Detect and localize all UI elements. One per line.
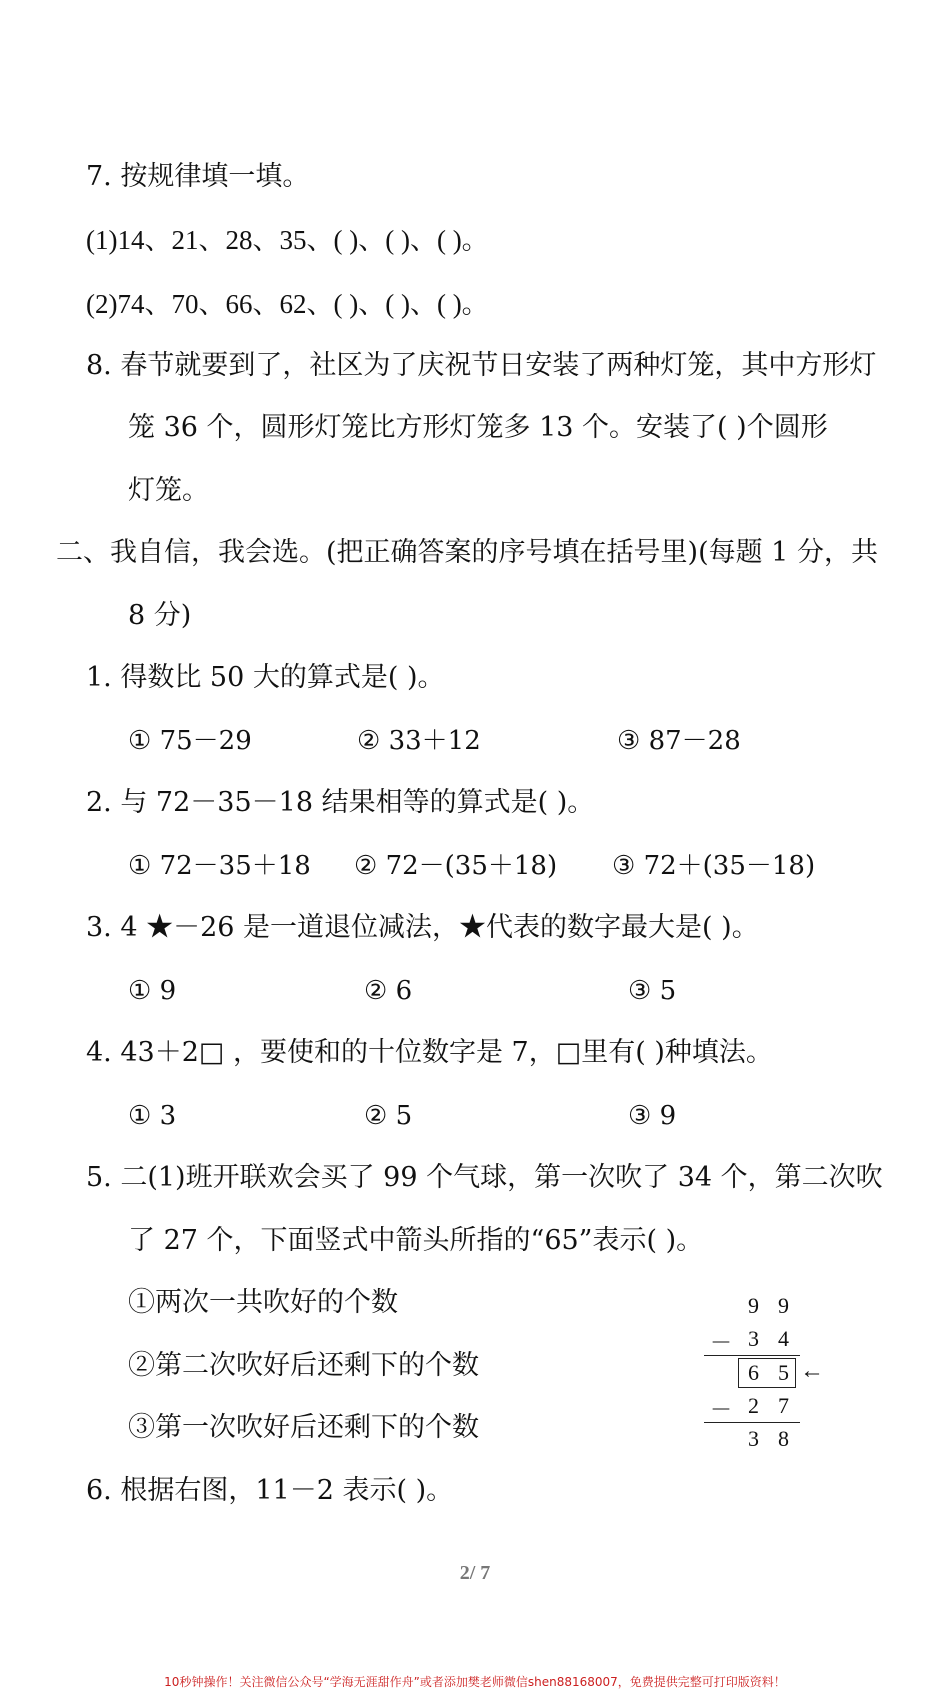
q7-line-2: (2)74、70、66、62、( )、( )、( )。 — [86, 289, 489, 319]
q8-line-3: 灯笼。 — [128, 475, 209, 506]
c5-option-1: ①两次一共吹好的个数 — [128, 1287, 398, 1318]
calc-digit: 3 — [748, 1426, 759, 1451]
calc-digit: 2 — [748, 1393, 759, 1418]
calc-digit: 9 — [748, 1293, 759, 1318]
minus-sign: － — [710, 1397, 733, 1422]
c3-stem: 3. 4 ★－26 是一道退位减法，★代表的数字最大是( )。 — [86, 912, 759, 943]
section-2-line-2: 8 分) — [128, 600, 192, 631]
calc-rule — [704, 1422, 800, 1423]
calc-digit: 4 — [778, 1326, 789, 1351]
c1-option-1: ① 75－29 — [128, 726, 252, 756]
minus-sign: － — [710, 1330, 733, 1355]
c4-option-3: ③ 9 — [628, 1101, 677, 1131]
c4-stem: 4. 43＋2□ ，要使和的十位数字是 7，□里有( )种填法。 — [86, 1037, 773, 1068]
page-number: 2/ 7 — [459, 1562, 491, 1584]
c6-stem: 6. 根据右图，11－2 表示( )。 — [86, 1475, 454, 1506]
calc-digit: 3 — [748, 1326, 759, 1351]
calc-rule — [704, 1355, 800, 1356]
footer-notice: 10秒钟操作！关注微信公众号“学海无涯甜作舟”或者添加樊老师微信shen88168007，免费提供完整可打印版资料！ — [164, 1675, 786, 1689]
section-2-line-1: 二、我自信，我会选。(把正确答案的序号填在括号里)(每题 1 分，共 — [56, 537, 878, 568]
calc-digit: 5 — [778, 1360, 789, 1385]
c5-option-3: ③第一次吹好后还剩下的个数 — [128, 1412, 479, 1443]
c5-option-2: ②第二次吹好后还剩下的个数 — [128, 1350, 479, 1381]
calc-digit: 8 — [778, 1426, 789, 1451]
q7-line-1: (1)14、21、28、35、( )、( )、( )。 — [86, 225, 489, 255]
c3-option-2: ② 6 — [364, 976, 413, 1006]
c5-line-2: 了 27 个，下面竖式中箭头所指的“65”表示( )。 — [128, 1225, 704, 1256]
calc-digit: 9 — [778, 1293, 789, 1318]
q7-title: 7. 按规律填一填。 — [86, 161, 310, 192]
vertical-subtraction — [700, 1288, 840, 1458]
c4-option-1: ① 3 — [128, 1101, 177, 1131]
calc-digit: 7 — [778, 1393, 789, 1418]
c2-stem: 2. 与 72－35－18 结果相等的算式是( )。 — [86, 787, 595, 818]
c2-option-3: ③ 72＋(35－18) — [612, 851, 816, 881]
c2-option-2: ② 72－(35＋18) — [354, 851, 558, 881]
arrow-left-icon: ← — [800, 1358, 824, 1384]
c3-option-1: ① 9 — [128, 976, 177, 1006]
calc-digit: 6 — [748, 1360, 759, 1385]
c1-option-3: ③ 87－28 — [617, 726, 741, 756]
q8-line-1: 8. 春节就要到了，社区为了庆祝节日安装了两种灯笼，其中方形灯 — [86, 350, 877, 381]
c5-line-1: 5. 二(1)班开联欢会买了 99 个气球，第一次吹了 34 个，第二次吹 — [86, 1162, 883, 1193]
q8-line-2: 笼 36 个，圆形灯笼比方形灯笼多 13 个。安装了( )个圆形 — [128, 412, 828, 443]
c2-option-1: ① 72－35＋18 — [128, 851, 311, 881]
c4-option-2: ② 5 — [364, 1101, 413, 1131]
c1-stem: 1. 得数比 50 大的算式是( )。 — [86, 662, 445, 693]
c3-option-3: ③ 5 — [628, 976, 677, 1006]
c1-option-2: ② 33＋12 — [357, 726, 481, 756]
